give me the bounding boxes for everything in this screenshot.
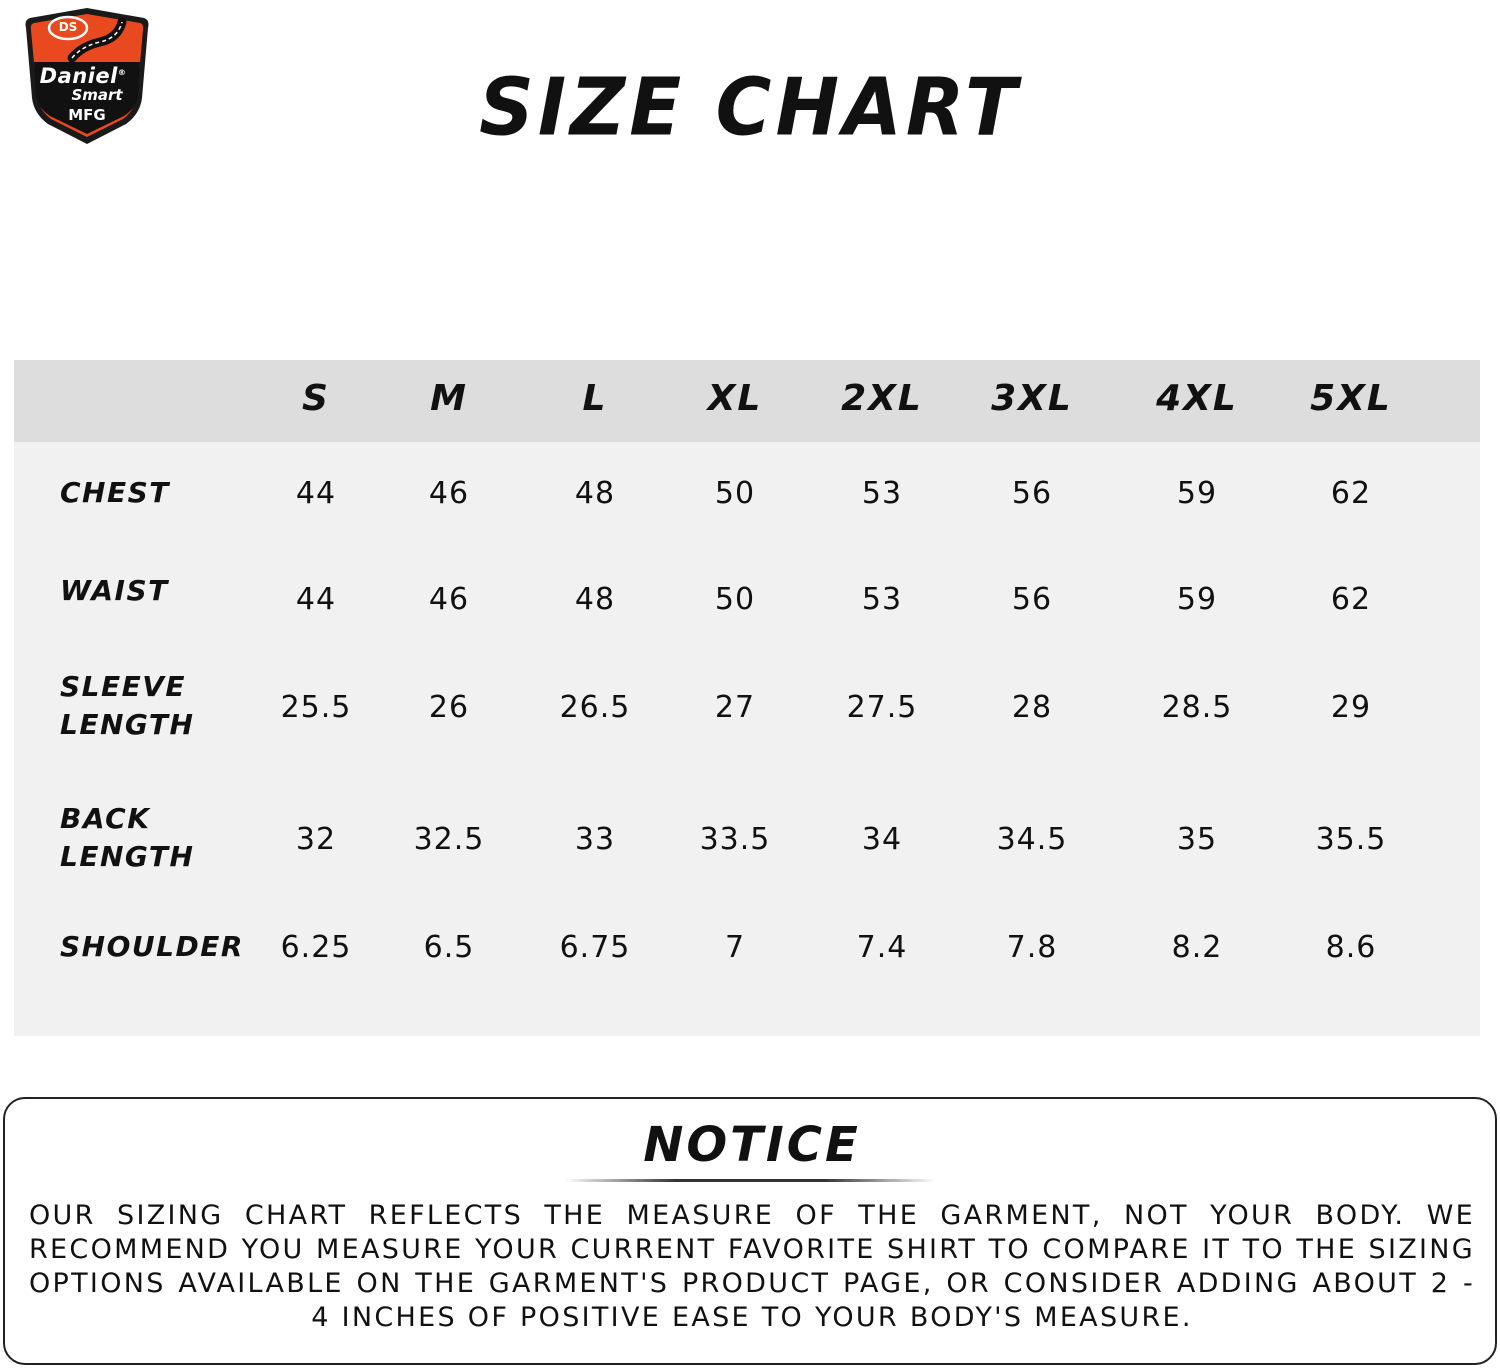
table-cell: 62 [1330,582,1372,617]
table-cell: 35.5 [1315,822,1387,857]
column-header: S [302,378,330,419]
column-header: 2XL [841,378,923,419]
row-label: SHOULDER [60,930,244,963]
table-cell: 59 [1176,476,1218,511]
table-cell: 34 [861,822,903,857]
table-cell: 8.2 [1171,930,1223,965]
column-header: 5XL [1310,378,1392,419]
logo-name-line1: Daniel® [39,64,127,88]
table-cell: 27 [714,690,756,725]
table-cell: 48 [574,476,616,511]
table-cell: 29 [1330,690,1372,725]
registered-mark: ® [117,68,127,77]
table-cell: 28.5 [1161,690,1233,725]
logo-name-line2: Smart [71,86,123,104]
table-cell: 50 [714,582,756,617]
notice-body: OUR SIZING CHART REFLECTS THE MEASURE OF THE GARMENT, NOT YOUR BODY. WE RECOMMEND YOU MEASURE YOUR CURRENT FAVORITE SHIRT TO COMPARE IT TO THE SIZING OPTIONS AVAILABLE ON THE GARMENT'S PRODUCT PAGE, OR CONSIDER ADDING ABOUT 2 - 4 INCHES OF POSITIVE EASE TO YOUR BODY'S MEASURE. [29,1200,1475,1333]
column-header: L [582,378,608,419]
table-cell: 59 [1176,582,1218,617]
row-label: CHEST [60,476,170,509]
table-cell: 62 [1330,476,1372,511]
table-cell: 35 [1176,822,1218,857]
table-cell: 34.5 [996,822,1068,857]
table-cell: 56 [1011,582,1053,617]
table-cell: 7 [724,930,746,965]
notice-divider [565,1179,935,1182]
table-cell: 25.5 [280,690,352,725]
logo-badge-text: DS [58,20,78,34]
notice-title: NOTICE [643,1117,861,1173]
column-header: 3XL [991,378,1073,419]
table-cell: 44 [295,476,337,511]
table-cell: 6.75 [559,930,631,965]
table-cell: 56 [1011,476,1053,511]
size-table [14,360,1480,1036]
column-header: XL [707,378,763,419]
page-title: SIZE CHART [479,59,1021,154]
column-header: 4XL [1156,378,1238,419]
table-cell: 44 [295,582,337,617]
row-label: WAIST [60,574,169,607]
table-cell: 33.5 [699,822,771,857]
table-cell: 50 [714,476,756,511]
table-cell: 28 [1011,690,1053,725]
table-cell: 33 [574,822,616,857]
table-cell: 46 [428,476,470,511]
table-cell: 48 [574,582,616,617]
table-cell: 53 [861,582,903,617]
table-cell: 7.8 [1006,930,1058,965]
table-cell: 6.25 [280,930,352,965]
table-cell: 27.5 [846,690,918,725]
logo-name-line3: MFG [68,106,106,124]
column-header: M [430,378,468,419]
notice-box [3,1097,1497,1365]
table-cell: 7.4 [856,930,908,965]
row-label: SLEEVE LENGTH [60,670,195,741]
table-cell: 46 [428,582,470,617]
table-cell: 53 [861,476,903,511]
table-cell: 8.6 [1325,930,1377,965]
row-label: BACK LENGTH [60,802,195,873]
table-cell: 26.5 [559,690,631,725]
table-cell: 32.5 [413,822,485,857]
table-cell: 32 [295,822,337,857]
table-cell: 26 [428,690,470,725]
table-cell: 6.5 [423,930,475,965]
